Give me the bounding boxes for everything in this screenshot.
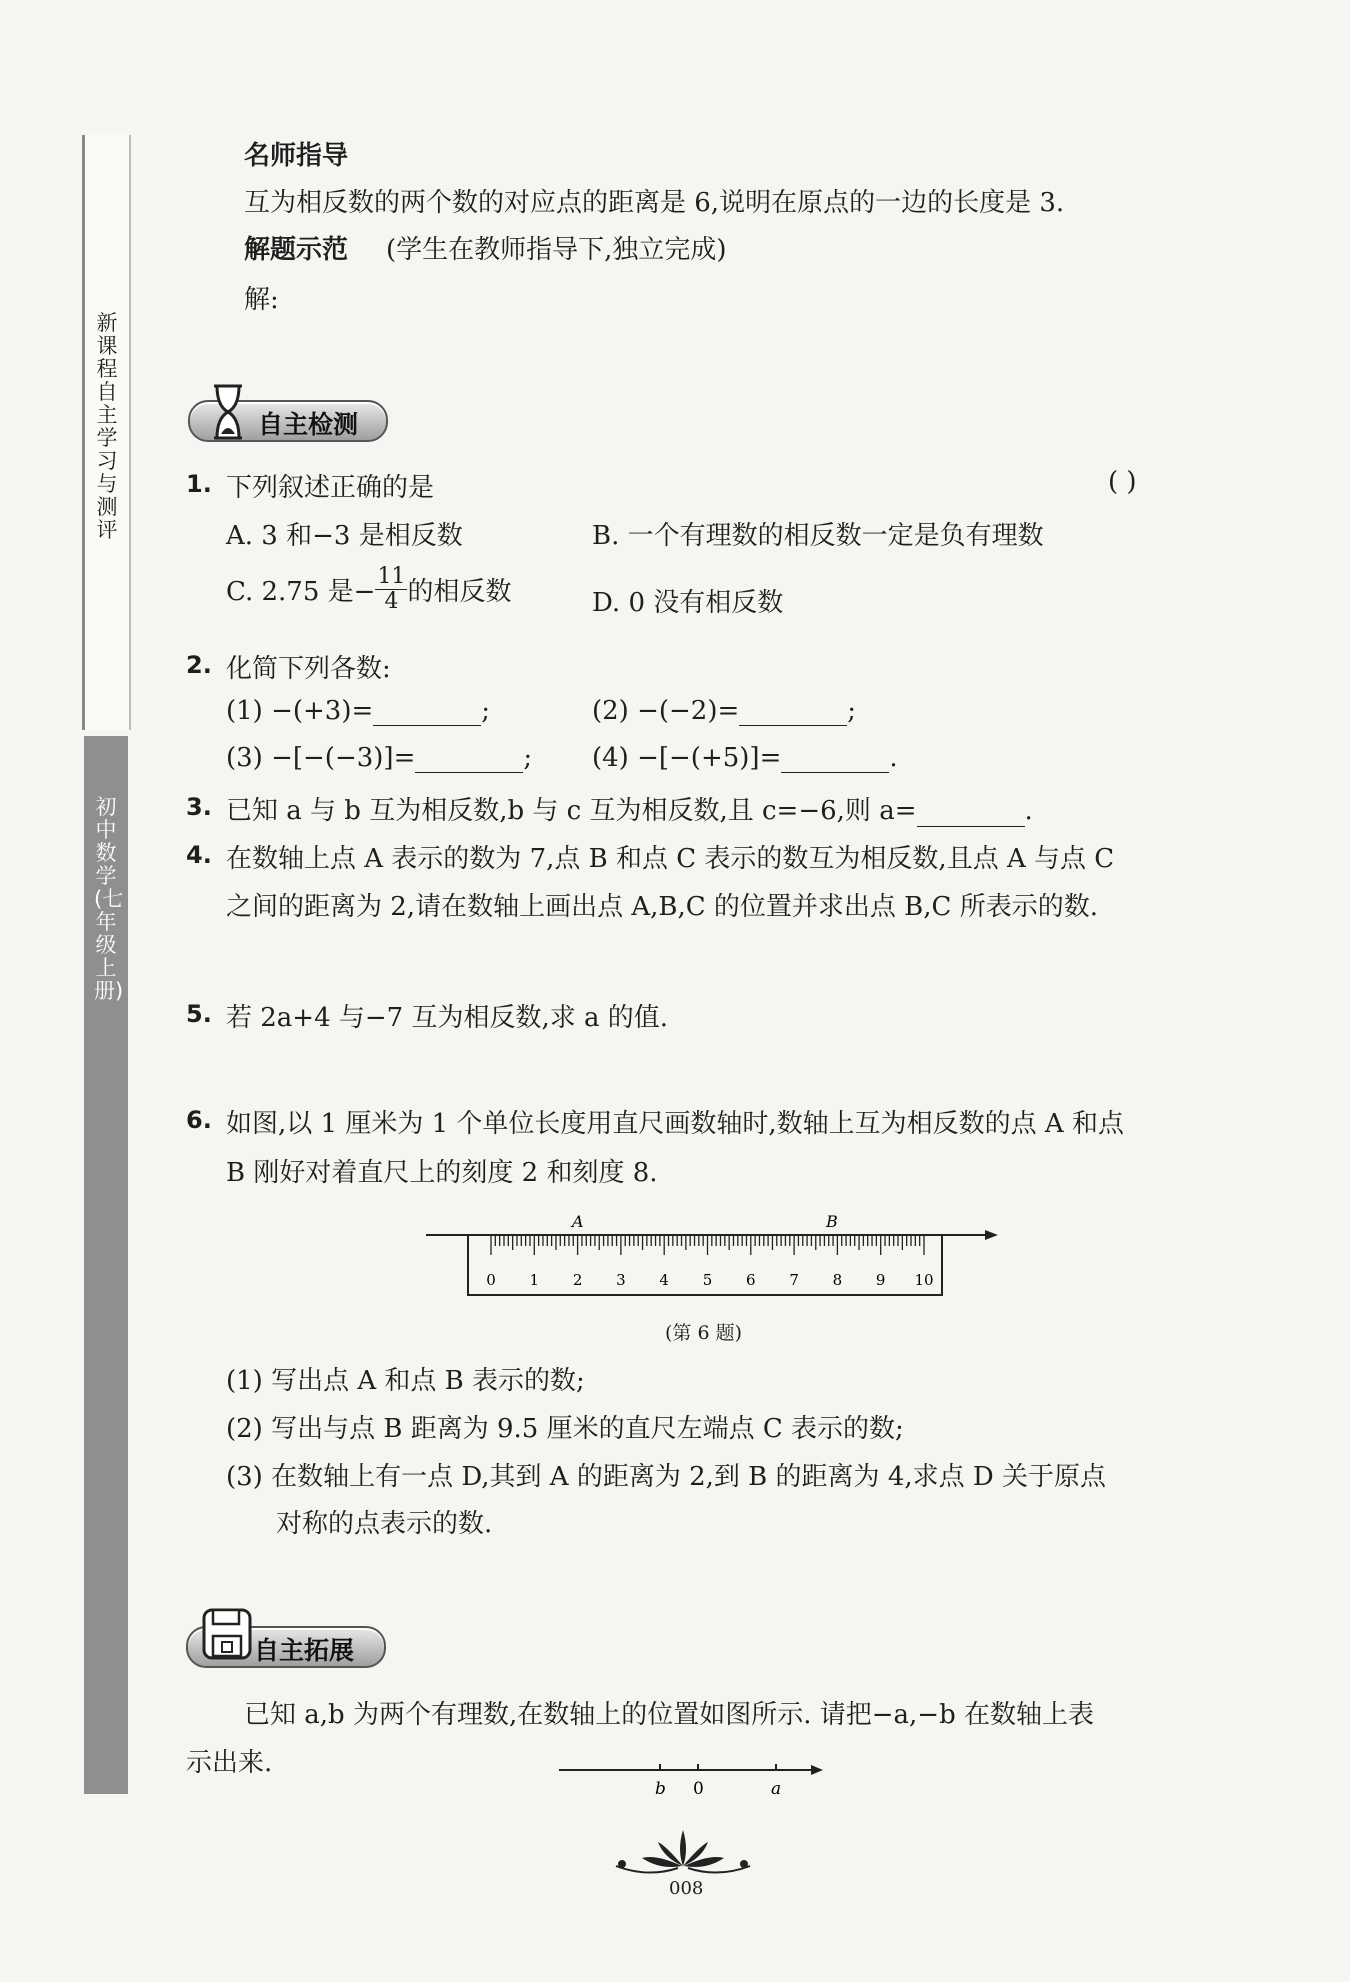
q1-option-c-suffix: 的相反数 (407, 577, 512, 607)
ruler-tick-label: 2 (572, 1271, 583, 1289)
ruler-tick-label: 1 (529, 1271, 540, 1289)
floppy-disk-icon (200, 1606, 256, 1664)
ruler-tick-label: 8 (832, 1271, 843, 1289)
ruler-tick-label: 10 (914, 1271, 934, 1289)
ext-number-line (555, 1758, 825, 1802)
q2-part1 (226, 696, 490, 726)
ruler-labels (486, 1271, 933, 1289)
ext-line2: 示出来. (186, 1748, 273, 1778)
q2-text: 化简下列各数: (226, 654, 391, 684)
q3-text-end: . (1024, 796, 1033, 826)
q6-line2: B 刚好对着直尺上的刻度 2 和刻度 8. (226, 1158, 658, 1188)
ruler-ticks (491, 1235, 924, 1255)
demo-heading: 解题示范 (244, 235, 349, 265)
demo-note: (学生在教师指导下,独立完成) (386, 235, 727, 265)
q3-text (226, 790, 1033, 827)
q2-part4-text: (4) −[−(+5)]= (592, 743, 782, 773)
ruler-tick-label: 6 (746, 1271, 756, 1289)
answer-blank[interactable] (373, 699, 481, 726)
q2-part3-text: (3) −[−(−3)]= (226, 743, 416, 773)
answer-blank[interactable] (739, 699, 847, 726)
ruler-tick-label: 9 (875, 1271, 886, 1289)
ruler-tick-label: 5 (702, 1271, 713, 1289)
q5-number: 5. (186, 1000, 212, 1028)
fraction (375, 565, 407, 614)
q6-sub3-line1: (3) 在数轴上有一点 D,其到 A 的距离为 2,到 B 的距离为 4,求点 D 关于原点 (226, 1462, 1107, 1492)
ruler-tick-label: 3 (616, 1271, 626, 1289)
q4-number: 4. (186, 841, 212, 869)
ext-line1: 已知 a,b 为两个有理数,在数轴上的位置如图所示. 请把−a,−b 在数轴上表 (244, 1700, 1094, 1730)
q6-sub2: (2) 写出与点 B 距离为 9.5 厘米的直尺左端点 C 表示的数; (226, 1414, 904, 1444)
figure-caption: (第 6 题) (665, 1322, 742, 1344)
q1-option-c-prefix: C. 2.75 是− (226, 577, 376, 607)
ruler-tick-label: 7 (789, 1271, 799, 1289)
guide-text: 互为相反数的两个数的对应点的距离是 6,说明在原点的一边的长度是 3. (244, 188, 1065, 218)
point-b-label: B (826, 1212, 838, 1231)
section-self-test-title: 自主检测 (258, 410, 359, 439)
fraction-denominator: 4 (384, 589, 399, 614)
q2-part2-text: (2) −(−2)= (592, 696, 740, 726)
q1-text: 下列叙述正确的是 (226, 473, 435, 503)
page-number: 008 (669, 1878, 704, 1899)
sidebar-top-label: 新课程自主学习与测评 (96, 311, 118, 542)
q1-option-b: B. 一个有理数的相反数一定是负有理数 (592, 521, 1044, 551)
q6-line1: 如图,以 1 厘米为 1 个单位长度用直尺画数轴时,数轴上互为相反数的点 A 和点 (226, 1109, 1124, 1139)
q1-answer-paren: ( ) (1108, 467, 1137, 497)
q5-text: 若 2a+4 与−7 互为相反数,求 a 的值. (226, 1003, 669, 1033)
q6-sub3-line2: 对称的点表示的数. (276, 1509, 493, 1539)
point-a-label: A (572, 1212, 584, 1231)
q2-part2-end: ; (847, 696, 857, 726)
ext-label-b: b (655, 1779, 666, 1799)
axis-arrow-icon (985, 1230, 998, 1240)
q1-number: 1. (186, 470, 212, 498)
q1-option-c (226, 565, 511, 614)
answer-blank[interactable] (415, 746, 523, 773)
q2-part1-text: (1) −(+3)= (226, 696, 374, 726)
ext-label-0: 0 (693, 1779, 704, 1799)
q2-number: 2. (186, 651, 212, 679)
q2-part4 (592, 743, 898, 773)
q2-part2 (592, 696, 856, 726)
ext-axis-arrow-icon (811, 1765, 823, 1775)
answer-blank[interactable] (781, 746, 889, 773)
q3-text-main: 已知 a 与 b 互为相反数,b 与 c 互为相反数,且 c=−6,则 a= (226, 796, 917, 826)
ruler-figure (420, 1205, 1000, 1305)
q2-part1-end: ; (481, 696, 491, 726)
ruler-tick-label: 0 (486, 1271, 496, 1289)
q3-number: 3. (186, 793, 212, 821)
q1-option-a: A. 3 和−3 是相反数 (226, 521, 463, 551)
leaf-ornament-icon (608, 1828, 758, 1878)
section-extension-title: 自主拓展 (254, 1636, 355, 1665)
ruler-tick-label: 4 (659, 1271, 669, 1289)
q2-part3-end: ; (523, 743, 533, 773)
answer-blank[interactable] (917, 800, 1025, 827)
q4-line1: 在数轴上点 A 表示的数为 7,点 B 和点 C 表示的数互为相反数,且点 A 与点 C (226, 844, 1115, 874)
guide-heading: 名师指导 (244, 141, 349, 171)
hourglass-icon (208, 382, 248, 442)
q4-line2: 之间的距离为 2,请在数轴上画出点 A,B,C 的位置并求出点 B,C 所表示的数. (226, 892, 1098, 922)
ext-label-a: a (771, 1779, 782, 1799)
q1-option-d: D. 0 没有相反数 (592, 588, 784, 618)
q6-number: 6. (186, 1106, 212, 1134)
sidebar-bottom-label: 初中数学(七年级上册) (94, 795, 124, 1003)
fraction-numerator: 11 (377, 564, 406, 589)
q2-part4-end: . (889, 743, 898, 773)
q2-part3 (226, 743, 532, 773)
solve-label: 解: (244, 285, 279, 315)
q6-sub1: (1) 写出点 A 和点 B 表示的数; (226, 1366, 585, 1396)
